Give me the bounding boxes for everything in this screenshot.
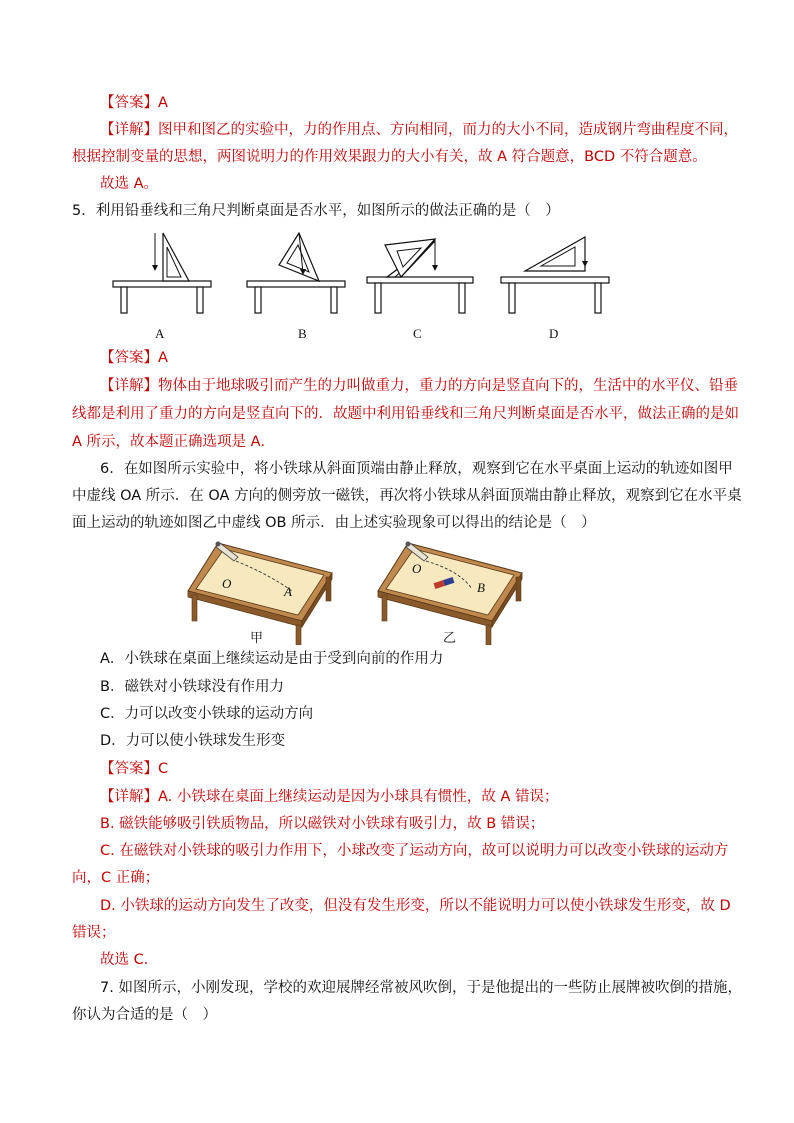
- q6-answer: 【答案】C: [100, 761, 169, 777]
- q6-detail-b: B. 磁铁能够吸引铁质物品，所以磁铁对小铁球有吸引力，故 B 错误；: [100, 816, 545, 832]
- q5-option-a-diagram: [113, 233, 211, 313]
- q6-conclusion: 故选 C．: [100, 952, 159, 968]
- q6-point-a: A: [284, 584, 292, 599]
- q6-detail-d-line-2: 错误；: [72, 925, 116, 941]
- q6-option-a: A．小铁球在桌面上继续运动是由于受到向前的作用力: [100, 651, 444, 667]
- q6-option-b: B．磁铁对小铁球没有作用力: [100, 679, 284, 695]
- q7-stem-line-1: 7. 如图所示，小刚发现，学校的欢迎展牌经常被风吹倒，于是他提出的一些防止展牌被吹倒的措施，: [100, 980, 742, 996]
- q6-detail-a: 【详解】A. 小铁球在桌面上继续运动是因为小球具有惯性，故 A 错误；: [100, 789, 559, 805]
- q5-detail-line-3: A 所示，故本题正确选项是 A．: [72, 434, 276, 450]
- q6-fig-label-yi: 乙: [443, 630, 457, 645]
- q7-stem-line-2: 你认为合适的是（ ）: [72, 1007, 217, 1023]
- q5-option-b-diagram: [247, 233, 345, 313]
- q5-option-c-diagram: [367, 239, 473, 313]
- q5-label-a: A: [155, 326, 165, 341]
- q5-label-b: B: [298, 326, 307, 341]
- q4-answer: 【答案】A: [100, 95, 168, 111]
- q6-point-b: B: [477, 580, 485, 595]
- q5-detail-line-1: 【详解】物体由于地球吸引而产生的力叫做重力，重力的方向是竖直向下的，生活中的水平仪、铅垂: [100, 378, 738, 394]
- q6-stem-line-1: 6．在如图所示实验中，将小铁球从斜面顶端由静止释放，观察到它在水平桌面上运动的轨迹如图甲: [100, 461, 733, 477]
- q6-point-o-jia: O: [222, 576, 232, 591]
- q6-point-o-yi: O: [412, 561, 422, 576]
- q6-detail-c-line-2: 向，C 正确；: [72, 870, 160, 886]
- q5-stem: 5．利用铅垂线和三角尺判断桌面是否水平，如图所示的做法正确的是（ ）: [72, 203, 560, 219]
- q6-option-c: C．力可以改变小铁球的运动方向: [100, 706, 314, 722]
- q5-detail-line-2: 线都是利用了重力的方向是竖直向下的．故题中利用铅垂线和三角尺判断桌面是否水平，做法正确的是如: [72, 406, 739, 422]
- q5-label-c: C: [413, 326, 422, 341]
- q6-stem-line-3: 面上运动的轨迹如图乙中虚线 OB 所示．由上述实验现象可以得出的结论是（ ）: [72, 515, 596, 531]
- q4-detail-line-1: 【详解】图甲和图乙的实验中，力的作用点、方向相同，而力的大小不同，造成钢片弯曲程度不同，: [100, 122, 738, 138]
- q5-figure: [105, 225, 625, 325]
- q6-stem-line-2: 中虚线 OA 所示．在 OA 方向的侧旁放一磁铁，再次将小铁球从斜面顶端由静止释放，观察到它在水平桌: [72, 488, 742, 504]
- q6-option-d: D．力可以使小铁球发生形变: [100, 733, 286, 749]
- q5-option-d-diagram: [501, 237, 609, 313]
- q4-detail-line-2: 根据控制变量的思想，两图说明力的作用效果跟力的大小有关，故 A 符合题意，BCD 不符合题意。: [72, 149, 707, 165]
- q5-label-d: D: [549, 326, 559, 341]
- q5-answer: 【答案】A: [100, 350, 168, 366]
- q6-figure: [180, 535, 540, 645]
- q6-detail-c-line-1: C. 在磁铁对小铁球的吸引力作用下，小球改变了运动方向，故可以说明力可以改变小铁球的运动方: [100, 843, 729, 859]
- q6-detail-d-line-1: D. 小铁球的运动方向发生了改变，但没有发生形变，所以不能说明力可以使小铁球发生形变，故 D: [100, 898, 731, 914]
- q4-conclusion: 故选 A。: [100, 176, 159, 192]
- q6-fig-label-jia: 甲: [250, 630, 264, 645]
